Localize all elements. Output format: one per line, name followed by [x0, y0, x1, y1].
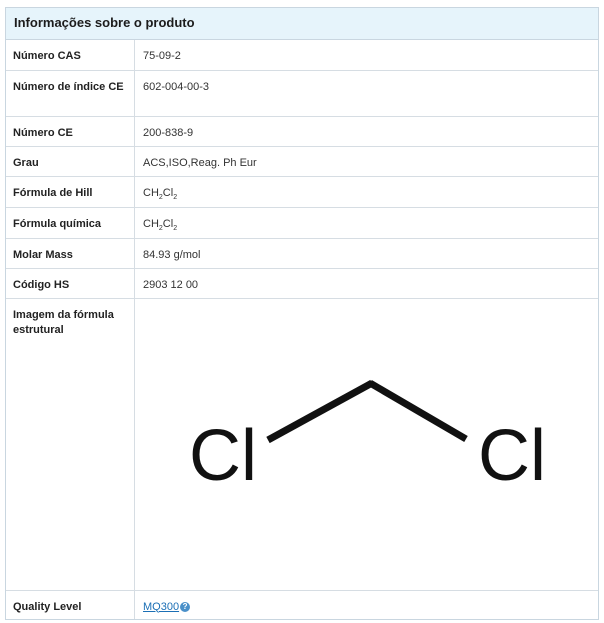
quimica-formula: [135, 207, 599, 238]
grau-label: Grau: [6, 146, 135, 176]
table-row: [6, 176, 598, 207]
table-row: [6, 207, 598, 238]
formula-part: CH: [143, 217, 159, 230]
estrutura-label: Imagem da fórmula estrutural: [6, 298, 135, 590]
hill-formula: [135, 176, 599, 207]
quality-value: [135, 590, 599, 619]
formula-part: CH: [143, 186, 159, 199]
formula-subscript: 2: [173, 224, 178, 232]
structural-formula-image: [135, 299, 604, 581]
ce-label: Número CE: [6, 116, 135, 146]
quimica-label: Fórmula química: [6, 207, 135, 238]
formula-part: Cl: [162, 217, 174, 230]
grau-value: ACS,ISO,Reag. Ph Eur: [135, 146, 599, 176]
table-row: [6, 590, 598, 619]
table-row: [6, 70, 598, 116]
quality-label: Quality Level: [6, 590, 135, 619]
question-circle-icon[interactable]: ?: [180, 602, 190, 612]
atom-cl-left: Cl: [189, 415, 257, 496]
ce-value: 200-838-9: [135, 116, 599, 146]
product-info-panel: [5, 7, 599, 620]
hs-label: Código HS: [6, 268, 135, 298]
formula-part: Cl: [162, 186, 174, 199]
table-row: [6, 238, 598, 268]
hill-label: Fórmula de Hill: [6, 176, 135, 207]
molar-label: Molar Mass: [6, 238, 135, 268]
bond-left: [268, 383, 372, 440]
table-row: [6, 146, 598, 176]
quality-level-link[interactable]: MQ300: [143, 600, 180, 613]
table-row: [6, 40, 598, 70]
index-value: 602-004-00-3: [135, 70, 599, 116]
index-label: Número de índice CE: [6, 70, 135, 116]
table-row: [6, 298, 598, 590]
formula-subscript: 2: [173, 193, 178, 201]
cas-label: Número CAS: [6, 40, 135, 70]
atom-cl-right: Cl: [478, 415, 546, 496]
product-info-table: [6, 40, 598, 619]
molar-value: 84.93 g/mol: [135, 238, 599, 268]
structure-image-cell: [135, 298, 599, 590]
table-row: [6, 116, 598, 146]
hs-value: 2903 12 00: [135, 268, 599, 298]
formula-subscript: 2: [158, 224, 163, 232]
panel-title: Informações sobre o produto: [6, 8, 598, 40]
table-row: [6, 268, 598, 298]
formula-subscript: 2: [158, 193, 163, 201]
cas-value: 75-09-2: [143, 50, 181, 62]
bond-right: [370, 383, 466, 439]
